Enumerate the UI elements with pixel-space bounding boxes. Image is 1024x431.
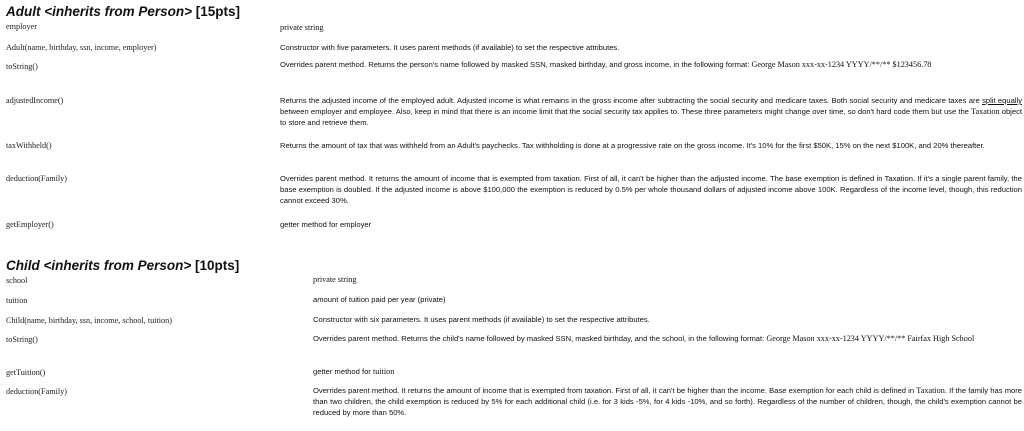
adult-desc-adjusted-income bbox=[280, 95, 1022, 129]
adult-member-tax-withheld: taxWithheld() bbox=[6, 141, 52, 150]
adult-title-points: [15pts] bbox=[192, 4, 241, 19]
child-desc-tuition: amount of tuition paid per year (private) bbox=[313, 295, 446, 304]
child-member-school: school bbox=[6, 276, 28, 285]
child-desc-constructor: Constructor with six parameters. It uses parent methods (if available) to set the respective attributes. bbox=[313, 315, 650, 324]
child-desc-get-tuition-text: getter method for bbox=[313, 367, 373, 376]
child-desc-deduction-taxation: Taxation bbox=[916, 386, 945, 395]
adult-desc-adjusted-income-taxation: Taxation bbox=[971, 107, 1000, 117]
child-desc-deduction-text-a: Overrides parent method. It returns the amount of income that is exempted from taxation. First of all, it can't be higher than the income. Base exemption for each child is defined in bbox=[313, 386, 917, 395]
adult-member-constructor: Adult(name, birthday, ssn, income, employer) bbox=[6, 43, 157, 52]
adult-desc-adjusted-income-text-b: between employer and employee. Also, keep in mind that there is an income limit that the social security tax applies to. These three parameters might change over time, so don't hard code them but use the bbox=[280, 107, 972, 117]
child-desc-tostring bbox=[313, 333, 1022, 344]
adult-title-main: Adult <inherits from Person> bbox=[6, 4, 193, 19]
child-desc-tostring-format: George Mason xxx-xx-1234 YYYY/**/** Fairfax High School bbox=[766, 334, 975, 343]
child-section-title bbox=[6, 258, 239, 274]
child-member-tostring: toString() bbox=[6, 335, 38, 344]
child-member-tuition: tuition bbox=[6, 296, 28, 305]
child-member-deduction: deduction(Family) bbox=[6, 387, 67, 396]
adult-desc-deduction: Overrides parent method. It returns the amount of income that is exempted from taxation. First of all, it can't be higher than the adjusted income. The base exemption is defined in Taxation. If it's a single parent family, the base exemption is doubled. If the adjusted income is above $100,000 the exemption is reduced by 0.5% per whole thousand dollars of adjusted income above 100K. Regardless of the income level, though, this reduction cannot exceed 30%. bbox=[280, 174, 1022, 206]
child-desc-deduction-text-b: . If the family has more than two children, the child exemption is reduced by 5% for each additional child (i.e. for 3 kids -5%, for 4 kids -10%, and so forth). Regardless of the number of children, though, the child's exemption cannot be reduced by more than 50%. bbox=[313, 386, 1023, 418]
child-desc-school bbox=[313, 274, 356, 285]
adult-desc-employer-text: private string bbox=[280, 23, 324, 32]
child-member-constructor: Child(name, birthday, ssn, income, school, tuition) bbox=[6, 316, 172, 325]
child-desc-get-tuition bbox=[313, 366, 394, 377]
child-desc-deduction bbox=[313, 385, 1022, 419]
adult-desc-tostring-format: George Mason xxx-xx-1234 YYYY/**/** $123456.78 bbox=[751, 60, 932, 69]
child-title-main: Child <inherits from Person> bbox=[6, 258, 192, 273]
adult-desc-tostring bbox=[280, 59, 1022, 70]
adult-desc-tax-withheld: Returns the amount of tax that was withheld from an Adult's paychecks. Tax withholding is done at a progressive rate on the gross income. It's 10% for the first $50K, 15% on the next $100K, and 20% thereafter. bbox=[280, 141, 985, 150]
adult-desc-get-employer: getter method for employer bbox=[280, 220, 372, 229]
adult-section-title bbox=[6, 4, 240, 20]
adult-member-employer: employer bbox=[6, 22, 37, 31]
adult-member-deduction: deduction(Family) bbox=[6, 174, 67, 183]
child-desc-tostring-text: Overrides parent method. Returns the child's name followed by masked SSN, masked birthday, and the school, in the following format: bbox=[313, 334, 767, 343]
child-desc-get-tuition-field: tuition bbox=[372, 367, 395, 376]
adult-desc-constructor: Constructor with five parameters. It uses parent methods (if available) to set the respective attributes. bbox=[280, 43, 620, 52]
child-member-get-tuition: getTuition() bbox=[6, 368, 46, 377]
child-desc-school-text: private string bbox=[313, 275, 357, 284]
adult-desc-employer bbox=[280, 22, 323, 33]
adult-member-get-employer: getEmployer() bbox=[6, 220, 54, 229]
adult-member-tostring: toString() bbox=[6, 62, 38, 71]
child-title-points: [10pts] bbox=[191, 258, 240, 273]
adult-desc-adjusted-income-text-a: Returns the adjusted income of the employed adult. Adjusted income is what remains in the gross income after subtracting the social security and medicare taxes. Both social security and medicare taxes are bbox=[280, 96, 983, 105]
adult-desc-adjusted-income-underline: split equally bbox=[982, 96, 1023, 105]
adult-member-adjusted-income: adjustedIncome() bbox=[6, 96, 64, 105]
adult-desc-adjusted-income-text-c: object to store and retrieve them. bbox=[280, 107, 1023, 128]
adult-desc-tostring-text: Overrides parent method. Returns the person's name followed by masked SSN, masked birthday, and gross income, in the following format: bbox=[280, 60, 752, 69]
